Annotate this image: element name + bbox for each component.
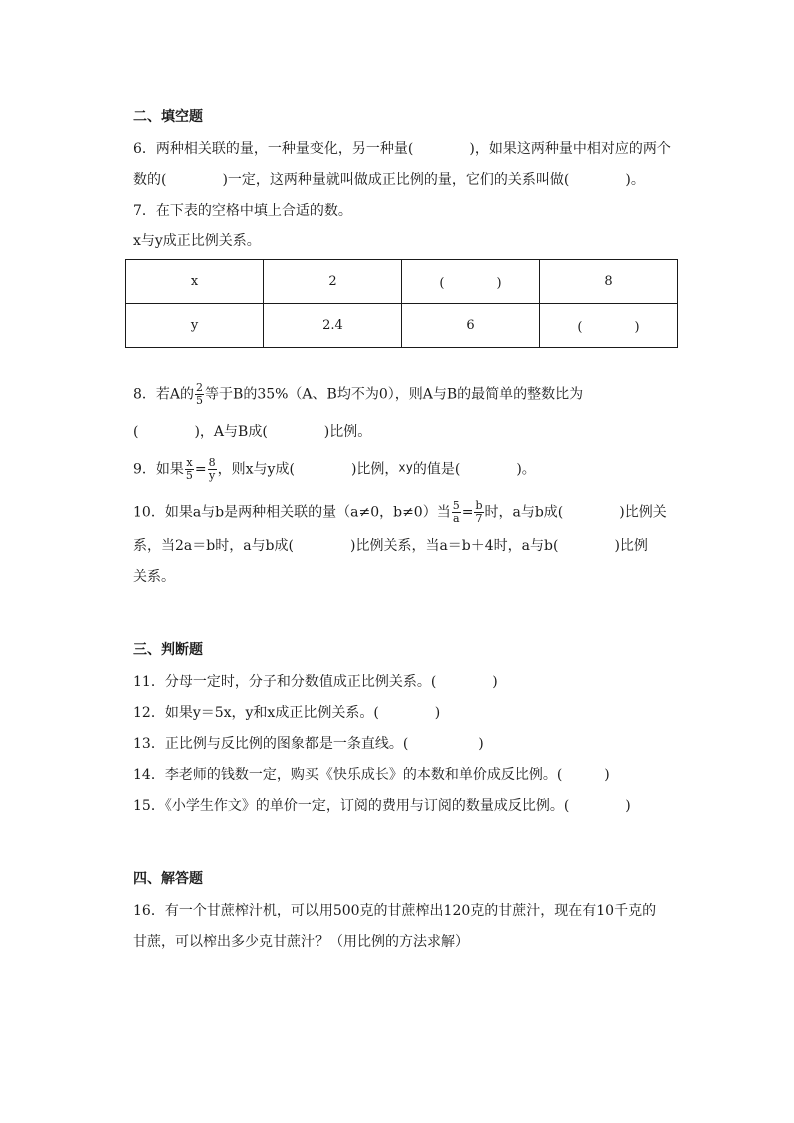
q9-text-c: )比例， [350,461,399,478]
q8-text-d: )，A与B成( [194,424,268,440]
fraction [208,457,217,482]
q10-text-a: 10．如果a与b是两种相关联的量（a≠0，b≠0）当 [133,504,451,521]
fraction-denominator: a [452,512,460,525]
q9-text-e: )。 [516,461,536,478]
section-heading-solve: 四、解答题 [133,871,203,887]
q6-text-b: )，如果这两种量中相对应的两个 [469,141,671,157]
fraction [185,457,194,482]
q6-text-e: )。 [625,172,645,188]
question-13: 13．正比例与反比例的图象都是一条直线。( ) [133,736,484,752]
question-10-line-1 [133,500,667,525]
fraction-denominator: 7 [475,512,483,525]
table-row [126,304,678,348]
fraction-numerator: x [186,456,193,469]
fraction [474,500,483,525]
q9-text-d: 的值是( [412,461,461,478]
question-8-line-2 [133,422,371,442]
table-row [126,260,678,304]
equals-sign: = [461,504,474,521]
fraction-numerator: b [475,499,483,512]
section-heading-fill-in: 二、填空题 [133,109,203,125]
question-9 [133,457,536,482]
q6-text-c: 数的( [133,172,167,188]
q8-text-a: 8．若A的 [133,386,195,403]
q10-text-f: )比例 [614,538,648,554]
fraction-denominator: 5 [185,469,193,482]
fraction-numerator: 2 [196,381,204,394]
table-cell: 8 [540,260,678,304]
question-10-line-3: 关系。 [133,569,175,585]
q10-text-e: )比例关系，当a＝b＋4时，a与b( [350,538,559,554]
fraction-denominator: y [209,469,216,482]
q9-xy: xy [398,460,413,475]
equals-sign: = [194,461,207,478]
q8-text-c: ( [133,424,139,440]
q6-text-a: 6．两种相关联的量，一种量变化，另一种量( [133,141,414,157]
question-7-line-1: 7．在下表的空格中填上合适的数。 [133,203,352,219]
section-heading-true-false: 三、判断题 [133,642,203,658]
question-16-line-2: 甘蔗，可以榨出多少克甘蔗汁？（用比例的方法求解） [133,934,469,950]
table-cell-blank[interactable]: ( ) [402,260,540,304]
q8-text-e: )比例。 [323,424,372,440]
table-cell: y [126,304,264,348]
question-7-line-2: x与y成正比例关系。 [133,233,261,249]
proportion-table [125,259,678,348]
table-cell: 6 [402,304,540,348]
fraction-numerator: 8 [208,456,216,469]
question-14: 14．李老师的钱数一定，购买《快乐成长》的本数和单价成反比例。( ) [133,767,610,783]
fraction [195,382,204,407]
question-16-line-1: 16．有一个甘蔗榨汁机，可以用500克的甘蔗榨出120克的甘蔗汁，现在有10千克的 [133,903,657,919]
fraction-numerator: 5 [452,499,460,512]
q9-text-b: ，则x与y成( [217,461,295,478]
q8-text-b: 等于B的35%（A、B均不为0），则A与B的最简单的整数比为 [205,386,584,403]
question-8-line-1 [133,382,583,407]
table-cell: x [126,260,264,304]
q6-text-d: )一定，这两种量就叫做成正比例的量，它们的关系叫做( [222,172,570,188]
table-cell: 2.4 [264,304,402,348]
question-6-line-2 [133,170,645,190]
q10-text-c: )比例关 [619,504,667,521]
q10-text-d: 系，当2a＝b时，a与b成( [133,538,294,554]
question-10-line-2 [133,536,648,556]
question-6-line-1 [133,139,671,159]
table-cell: 2 [264,260,402,304]
q9-text-a: 9．如果 [133,461,184,478]
question-15: 15．《小学生作文》的单价一定，订阅的费用与订阅的数量成反比例。( ) [133,798,631,814]
fraction-denominator: 5 [196,394,204,407]
question-12: 12．如果y＝5x，y和x成正比例关系。( ) [133,705,441,721]
q10-text-b: 时，a与b成( [484,504,564,521]
table-cell-blank[interactable]: ( ) [540,304,678,348]
fraction [452,500,461,525]
question-11: 11．分母一定时，分子和分数值成正比例关系。( ) [133,674,498,690]
